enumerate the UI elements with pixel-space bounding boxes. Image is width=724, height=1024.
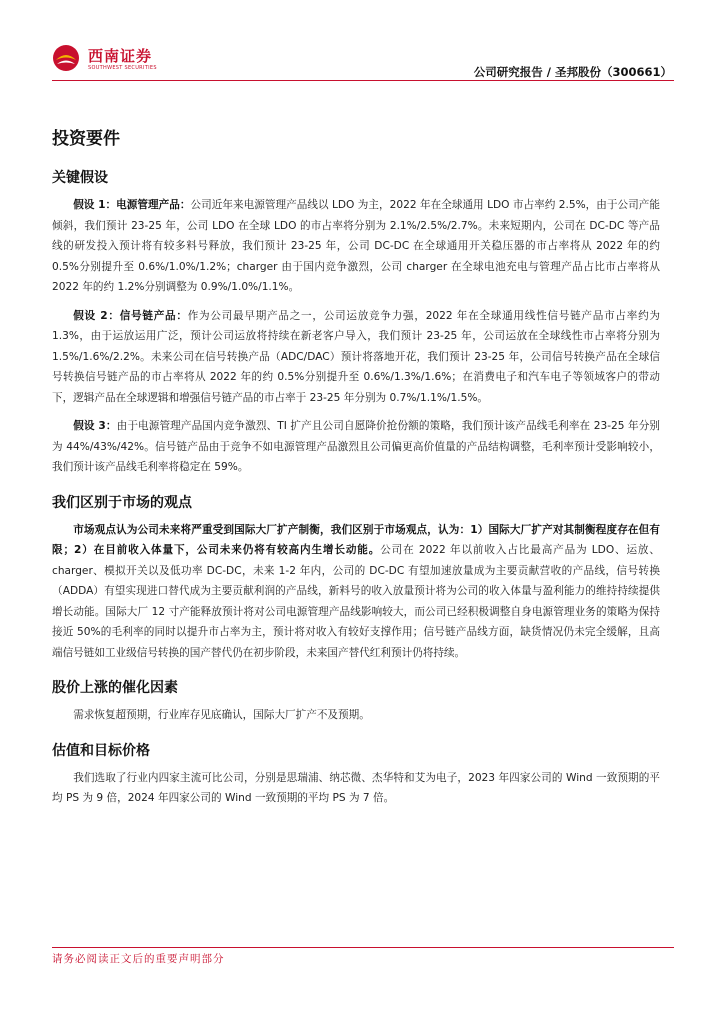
assumption-2-label: 假设 2：信号链产品：: [73, 309, 188, 322]
assumption-1-label: 假设 1：电源管理产品：: [73, 199, 191, 211]
logo-text-en: SOUTHWEST SECURITIES: [88, 65, 157, 71]
logo-text-cn: 西南证券: [88, 47, 153, 65]
section-heading-catalysts: 股价上涨的催化因素: [52, 680, 178, 696]
assumption-2-text: 作为公司最早期产品之一，公司运放竞争力强，2022 年在全球通用线性信号链产品市占率约为 1.3%，由于运放运用广泛，预计公司运放将持续在新老客户导入，我们预计 23-25 年，公司运放在全球线性市占率将分别为 1.5%/1.6%/2.2%。未来公司在信号转换产品（ADC/DAC）预计将落地开花，我们预计 23-25 年，公司信号转换产品在全球信号转换信号链产品的市占率将从 2022 年的约 0.5%分别提升至 0.6%/1.3%/1.6%；在消费电子和汽车电子等领域客户的带动下，逻辑产品在全球逻辑和增强信号链产品的市占率于 23-25 年分别为 0.7%/1.1%/1.5%。: [52, 309, 660, 404]
assumption-3-text: 由于电源管理产品国内竞争激烈、TI 扩产且公司自愿降价抢份额的策略，我们预计该产品线毛利率在 23-25 年分别为 44%/43%/42%。信号链产品由于竞争不如电源管理产品激烈且公司偏更高价值量的产品结构调整，毛利率预计受影响较小，我们预计该产品线毛利率将稳定在 59%。: [52, 420, 661, 473]
catalysts-paragraph: 需求恢复超预期，行业库存见底确认，国际大厂扩产不及预期。: [73, 709, 370, 721]
assumption-3-label: 假设 3：: [73, 420, 117, 432]
section-heading-assumptions: 关键假设: [52, 170, 108, 186]
view-bold-text: 市场观点认为公司未来将严重受到国际大厂扩产制衡，我们区别于市场观点，认为：1）国际大厂扩产对其制衡程度存在但有限；2）在目前收入体量下，公司未来仍将有较高内生增长动能。: [52, 523, 660, 556]
logo-icon: [52, 44, 80, 72]
section-heading-view: 我们区别于市场的观点: [52, 494, 192, 511]
assumption-1: [52, 195, 660, 298]
header-divider: [52, 80, 674, 81]
page-header: [52, 40, 672, 80]
section-heading-valuation: 估值和目标价格: [52, 742, 150, 759]
assumption-2: [52, 306, 660, 409]
assumption-1-text: 公司近年来电源管理产品线以 LDO 为主，2022 年在全球通用 LDO 市占率约 2.5%，由于公司产能倾斜，我们预计 23-25 年，公司 LDO 在全球 LDO 的市占率将分别为 2.1%/2.5%/2.7%。未来短期内，公司在 DC-DC 等产品线的研发投入预计将有较多料号释放，我们预计 23-25 年，公司 DC-DC 在全球通用开关稳压器的市占率将从 2022 年的约 0.5%分别提升至 0.6%/1.0%/1.2%；charger 由于国内竞争激烈，公司 charger 在全球电池充电与管理产品占比市占率将从 2022 年的约 1.2%分别调整为 0.9%/1.0%/1.1%。: [52, 199, 660, 293]
footer-divider: [52, 947, 674, 948]
valuation-paragraph: 我们选取了行业内四家主流可比公司，分别是思瑞浦、纳芯微、杰华特和艾为电子，2023 年四家公司的 Wind 一致预期的平均 PS 为 9 倍，2024 年四家公司的 Wind 一致预期的平均 PS 为 7 倍。: [52, 771, 660, 804]
report-label: 公司研究报告 / 圣邦股份（300661）: [473, 65, 672, 79]
assumption-3: [52, 416, 660, 478]
report-body: [52, 124, 672, 809]
view-paragraph: [52, 520, 660, 664]
footer-disclaimer: 请务必阅读正文后的重要声明部分: [52, 953, 225, 965]
company-logo: [52, 40, 202, 74]
view-text: 公司在 2022 年以前收入占比最高产品为 LDO、运放、charger、模拟开关以及低功率 DC-DC，未来 1-2 年内，公司的 DC-DC 有望加速放量成为主要贡献营收的产品线，信号转换（ADDA）有望实现进口替代成为主要贡献利润的产品线，新料号的收入放量预计将为公司的收入体量与盈利能力的维持持续提供增长动能。国际大厂 12 寸产能释放预计将对公司电源管理产品线影响较大，而公司已经积极调整自身电源管理业务的策略为保持接近 50%的毛利率的同时以提升市占率为主，预计将对收入有较好支撑作用；信号链产品线方面，缺货情况仍未完全缓解，且高端信号链如工业级信号转换的国产替代仍在初步阶段，未来国产替代红利预计仍将持续。: [52, 544, 660, 659]
page-title: 投资要件: [52, 129, 120, 149]
